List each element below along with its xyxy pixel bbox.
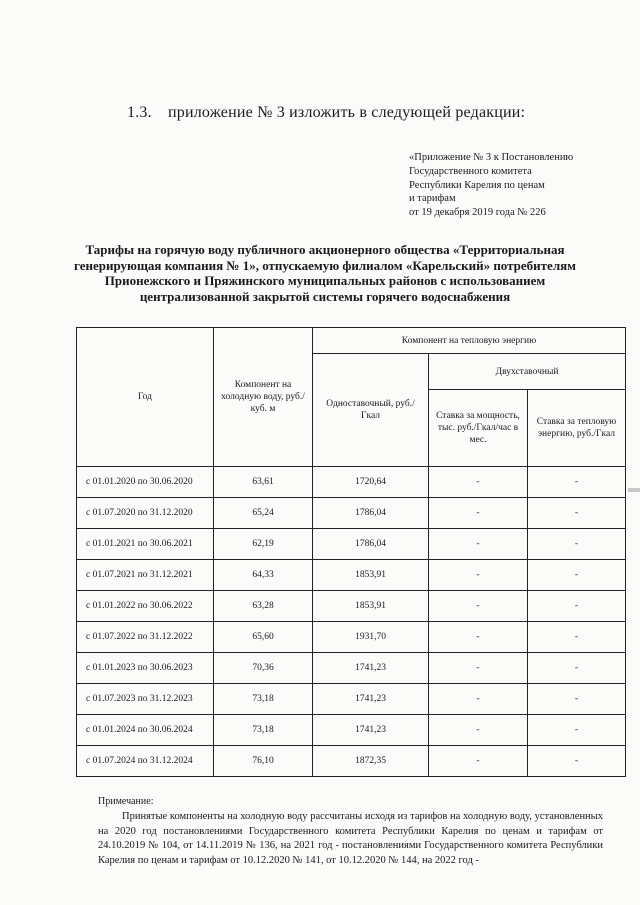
cell-period: с 01.01.2022 по 30.06.2022: [77, 591, 214, 622]
cell-capacity: -: [429, 653, 528, 684]
cell-energy: -: [528, 684, 626, 715]
appendix-header: [409, 151, 629, 220]
table-row: [77, 746, 626, 777]
table-row: [77, 684, 626, 715]
note-text: Принятые компоненты на холодную воду рассчитаны исходя из тарифов на холодную воду, установленных на 2020 год постановлениями Государственного комитета Республики Карелия по ценам и тарифам от 24.10.2019 № 104, от 14.11.2019 № 136, на 2021 год - постановлениями Государственного комитета Республики Карелия по ценам и тарифам от 10.12.2020 № 141, от 10.12.2020 № 144, на 2022 год -: [98, 811, 603, 866]
cell-energy: -: [528, 622, 626, 653]
cell-energy: -: [528, 498, 626, 529]
cell-period: с 01.01.2020 по 30.06.2020: [77, 467, 214, 498]
cell-capacity: -: [429, 498, 528, 529]
table-row: [77, 467, 626, 498]
cell-capacity: -: [429, 591, 528, 622]
header-energy-rate: Ставка за тепловую энергию, руб./Гкал: [528, 390, 626, 467]
cell-energy: -: [528, 591, 626, 622]
cell-single: 1720,64: [313, 467, 429, 498]
section-text: приложение № 3 изложить в следующей редакции:: [168, 104, 526, 121]
table-row: [77, 529, 626, 560]
header-cold-water: Компонент на холодную воду, руб./куб. м: [214, 328, 313, 467]
cell-period: с 01.01.2024 по 30.06.2024: [77, 715, 214, 746]
cell-cold: 65,60: [214, 622, 313, 653]
document-title: Тарифы на горячую воду публичного акционерного общества «Территориальная генерирующая компания № 1», отпускаемую филиалом «Карельский» потребителям Прионежского и Пряжинского муниципальных районов с использованием централизованной закрытой системы горячего водоснабжения: [73, 242, 577, 304]
cell-capacity: -: [429, 529, 528, 560]
cell-single: 1853,91: [313, 560, 429, 591]
cell-cold: 63,61: [214, 467, 313, 498]
table-row: [77, 591, 626, 622]
appendix-line: «Приложение № 3 к Постановлению: [409, 152, 574, 163]
header-thermal: Компонент на тепловую энергию: [313, 328, 626, 354]
cell-cold: 63,28: [214, 591, 313, 622]
section-number: 1.3.: [127, 104, 152, 121]
cell-energy: -: [528, 653, 626, 684]
header-two-rate: Двухставочный: [429, 354, 626, 390]
table-row: [77, 653, 626, 684]
cell-capacity: -: [429, 560, 528, 591]
header-year: Год: [77, 328, 214, 467]
cell-single: 1741,23: [313, 684, 429, 715]
table-row: [77, 622, 626, 653]
appendix-line: от 19 декабря 2019 года № 226: [409, 207, 546, 219]
cell-cold: 64,33: [214, 560, 313, 591]
cell-cold: 76,10: [214, 746, 313, 777]
cell-energy: -: [528, 529, 626, 560]
cell-capacity: -: [429, 715, 528, 746]
cell-period: с 01.07.2021 по 31.12.2021: [77, 560, 214, 591]
appendix-line: Государственного комитета: [409, 165, 532, 177]
note-label: Примечание:: [98, 796, 154, 807]
tariff-table: [76, 327, 626, 777]
cell-energy: -: [528, 715, 626, 746]
cell-cold: 73,18: [214, 715, 313, 746]
cell-energy: -: [528, 467, 626, 498]
cell-single: 1741,23: [313, 715, 429, 746]
cell-period: с 01.07.2023 по 31.12.2023: [77, 684, 214, 715]
cell-capacity: -: [429, 684, 528, 715]
cell-cold: 70,36: [214, 653, 313, 684]
cell-capacity: -: [429, 622, 528, 653]
cell-single: 1786,04: [313, 529, 429, 560]
cell-cold: 73,18: [214, 684, 313, 715]
cell-single: 1872,35: [313, 746, 429, 777]
cell-period: с 01.07.2022 по 31.12.2022: [77, 622, 214, 653]
cell-single: 1853,91: [313, 591, 429, 622]
cell-single: 1786,04: [313, 498, 429, 529]
cell-single: 1741,23: [313, 653, 429, 684]
cell-energy: -: [528, 746, 626, 777]
cell-period: с 01.01.2021 по 30.06.2021: [77, 529, 214, 560]
header-single-rate: Одноставочный, руб./Гкал: [313, 354, 429, 467]
cell-cold: 62,19: [214, 529, 313, 560]
cell-capacity: -: [429, 746, 528, 777]
table-row: [77, 498, 626, 529]
cell-period: с 01.01.2023 по 30.06.2023: [77, 653, 214, 684]
cell-capacity: -: [429, 467, 528, 498]
table-row: [77, 715, 626, 746]
cell-energy: -: [528, 560, 626, 591]
table-row: [77, 560, 626, 591]
cell-single: 1931,70: [313, 622, 429, 653]
header-capacity-rate: Ставка за мощность, тыс. руб./Гкал/час в мес.: [429, 390, 528, 467]
appendix-line: Республики Карелия по ценам: [409, 179, 545, 191]
section-heading: [127, 104, 525, 122]
scan-edge-mark: [628, 488, 640, 492]
appendix-line: и тарифам: [409, 193, 456, 205]
cell-period: с 01.07.2024 по 31.12.2024: [77, 746, 214, 777]
cell-cold: 65,24: [214, 498, 313, 529]
cell-period: с 01.07.2020 по 31.12.2020: [77, 498, 214, 529]
